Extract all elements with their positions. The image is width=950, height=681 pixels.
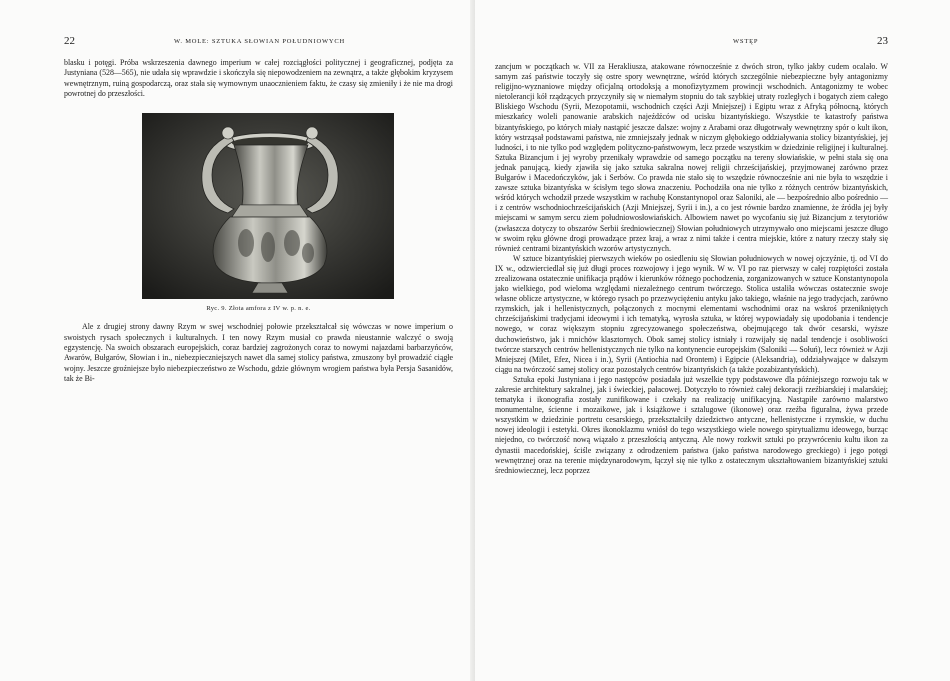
right-paragraph-2: W sztuce bizantyńskiej pierwszych wieków po osiedleniu się Słowian południowych w nowej ojczyźnie, tj. od VI do IX w., odzwierciedlał się już długi proces rozwojowy i jego wynik. W w. VI po raz pierwszy w całej rozpiętości została zrealizowana ostatecznie unifikacja prądów i kierunków różnego pochodzenia, zorganizowanych w sztuce Konstantynopola jako wielkiego, pod wielomа względami niezależnego centrum twórczego. Stolica ustaliła wówczas ostatecznie swoje własne oblicze artystyczne, w którego rysach po przezwyciężeniu antyku jako takiego, właśnie na jego tradycjach, zarówno rzymskich, jak i hellenistycznych, połączonych z mocnymi elementami wschodnimi oraz na wskroś przenikniętych chrześcijańskimi tradycjami ideowymi i ich tematyką, wyrosła sztuka, w której wypowiadały się upodobania i tendencje nowego, w coraz większym stopniu zgrecyzowanego społeczeństwa, obejmującego tak dwór cesarski, wyższe duchowieństwo, jak i mnichów klasztornych. Obok samej stolicy istniały i rozwijały się nadal tendencje i osobliwości twórcze starszych centrów hellenistycznych nie tylko na kontynencie europejskim (Saloniki — Sołuń), lecz również w Azji Mniejszej (Milet, Efez, Nicea i in.), Syrii (Antiochia nad Orontem) i Egipcie (Aleksandria), oddziaływające w dalszym ciągu na twórczość samej stolicy oraz pozostałych centrów bizantyńskich (a także pozabizantyńskich).	[495, 253, 888, 374]
left-running-head-title: W. MOLE: SZTUKA SŁOWIAN POŁUDNIOWYCH	[174, 38, 346, 45]
left-running-header	[64, 35, 453, 52]
right-running-head-title: WSTĘP	[733, 38, 759, 45]
left-page-number: 22	[64, 35, 75, 47]
right-running-header	[495, 35, 888, 52]
right-body	[495, 62, 888, 476]
figure-caption: Ryc. 9. Złota amfora z IV w. p. n. e.	[206, 305, 311, 313]
left-body-bottom	[64, 322, 453, 384]
left-body-top	[64, 58, 453, 99]
amphora-illustration	[142, 113, 394, 299]
right-page	[475, 0, 950, 681]
right-page-number: 23	[877, 35, 888, 47]
right-paragraph-3: Sztuka epoki Justyniana i jego następców posiadała już wszelkie typy podstawowe dla późniejszego rozwoju tak w zakresie architektury sakralnej, jak i świeckiej, pałacowej. Dotyczyło to również całej dekoracji rzeźbiarskiej i malarskiej; tematyka i ikonografia zostały zunifikowane i czekały na realizację unifikacyjną. Nastąpiłe zarówno malarstwo monumentalne, ścienne i mozaikowe, jak i książkowe i sztalugowe (ikonowe) oraz rzeźba figuralna, żywa przede wszystkim w dziedzinie portretu cesarskiego, przekształciły dziedzictwo antyczne, hellenistyczne i rzymskie, w duchu nowej ideologii i estetyki. Okres ikonoklazmu wniósł do tego wszystkiego wiele nowego spirytualizmu ideowego, burząc niejedno, co twórczość nową wiązało z przeszłością antyczną. Ale nowy rozkwit sztuki po przywróceniu kultu ikon za dynastii macedońskiej, ściśle związany z odrodzeniem państwa (jako państwa narodowego greckiego) i jego potęgi wewnętrznej oraz na terenie międzynarodowym, łączył się nie tylko z ostatecznym ukształtowaniem bizantyńskiej sztuki średniowiecznej, lecz poprzez	[495, 374, 888, 475]
left-paragraph-bottom: Ale z drugiej strony dawny Rzym w swej wschodniej połowie przekształcał się wówczas w nowe imperium o swoistych rysach społecznych i kulturalnych. I ten nowy Rzym musiał co prawda nieustannie walczyć o swoją egzystencję. Na swoich obszarach europejskich, coraz bardziej zagrożonych coraz to nowymi najazdami barbarzyńców, Awarów, Bułgarów, Słowian i in., niebezpieczniejszych nawet dla samej stolicy państwa, zmuszony był prowadzić ciągłe wojny. Jeszcze groźniejsze było niebezpieczeństwo ze Wschodu, gdzie głównym wrogiem państwa była Persja Sasanidów, tak że Bi-	[64, 322, 453, 384]
amphora-photo	[142, 113, 394, 299]
right-paragraph-1: zancjum w początkach w. VII za Herakliusza, atakowane równocześnie z dwóch stron, tylko jakby cudem ocalało. W samym zaś państwie toczyły się ostre spory wewnętrzne, wśród których szczególnie niebezpieczne były antagonizmy religijno-wyznaniowe między oficjalną ortodoksją a monofizytyzmem prowincji wschodnich. Antagonizmy te wobec nietolerancji kół rządzących przyczyniły się w niemałym stopniu do tak szybkiej utraty rozległych i bogatych ziem całego Bliskiego Wschodu (Syrii, Mezopotamii, wschodnich części Azji Mniejszej) i Egiptu wraz z Afryką północną, których mieszkańcy woleli panowanie arabskich najeźdźców od ucisku bizantyńskiego. Wszystkie te katastrofy państwa bizantyńskiego, po których miały nastąpić jeszcze dalsze: wojny z Arabami oraz długotrwały wewnętrzny spór o kult ikon, który wstrząsał podstawami państwa, nie zmniejszały jednak w niczym głębokiego oddziaływania stolicy bizantyńskiej, jej ludności, i to nie tylko pod względem polityczno-państwowym, lecz przede wszystkim w dziedzinie religijnej i kulturalnej. Sztuka Bizancjum i jej wyroby przenikały wprawdzie od samego początku na tereny słowiańskie, w pełni stała się ona jednak panującą, kiedy zjawiła się jako sztuka sakralna nowej religii chrześcijańskiej, przyjmowanej zarówno przez Bułgarów i Macedończyków, jak i Serbów. Co prawda nie stało się to wszędzie równocześnie ani nie była to wszędzie i zawsze sztuka bizantyńska w ścisłym tego słowa znaczeniu. Pochodziła ona nie tylko z różnych centrów bizantyńskich, wśród których wchodził przede wszystkim w rachubę Konstantynopol oraz Saloniki, ale — bezpośrednio albo pośrednio — i z centrów wschodniochrześcijańskich (Azji Mniejszej, Syrii i in.), a co jest równie bardzo znamienne, że źródła jej były miejscami w samym sercu ziem południowosłowiańskich. Albowiem nawet po wycofaniu się już Bizancjum z terytoriów (zwłaszcza dotyczy to obszarów Serbii średniowiecznej) Słowian południowych utrzymywało ono miejscami jeszcze długo w swoim ręku główne drogi prowadzące przez kraj, a wraz z nimi także i centra miejskie, które z natury rzeczy stały się również centrami bizantyńskich wzorów artystycznych.	[495, 62, 888, 253]
left-paragraph-top: blasku i potęgi. Próba wskrzeszenia dawnego imperium w całej rozciągłości politycznej i geograficznej, podjęta za Justyniana (528—565), nie udała się wprawdzie i skończyła się niepowodzeniem na zewnątrz, a także głębokim kryzysem wewnętrznym, ruiną gospodarczą, oraz stała się wymownym unaocznieniem faktu, że czasy się zmieniły i że nie ma drogi powrotnej do przeszłości.	[64, 58, 453, 99]
